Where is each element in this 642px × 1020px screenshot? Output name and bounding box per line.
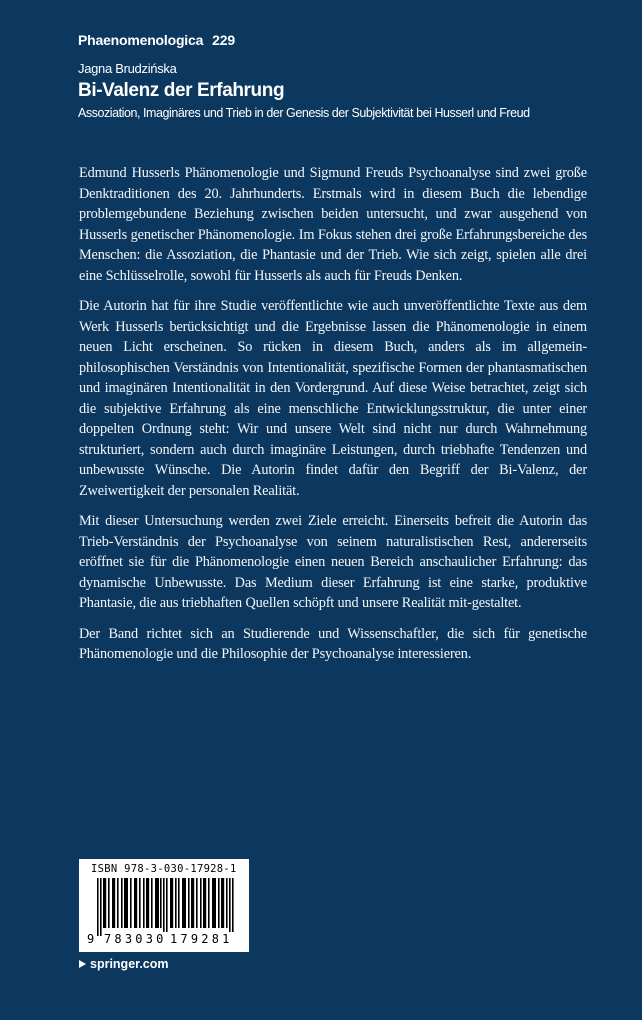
blurb-paragraph: Die Autorin hat für ihre Studie veröffentlichte wie auch unveröffentlichte Texte aus dem Werk Husserls berücksichtigt und die Ergebnisse lassen die Phänomenologie in einem neuen Licht erscheinen. So rücken in diesem Buch, anders als im allgemein-philosophischen Verständnis von Intentionalität, spezifische Formen der phantasmatischen und imaginären Intentionalität in den Vordergrund. Auf diese Weise betrachtet, zeigt sich die subjektive Erfahrung als eine menschliche Entwicklungsstruktur, die unter einer doppelten Ordnung steht: Wir und unsere Welt sind nicht nur durch Wahrnehmung strukturiert, sondern auch durch imaginäre Leistungen, durch triebhafte Tendenzen und unbewusste Wünsche. Die Autorin findet dafür den Begriff der Bi-Valenz, der Zweiwertigkeit der personalen Realität. xyxy=(79,298,587,499)
barcode-digits-left: 783030 xyxy=(104,932,167,946)
barcode-digits xyxy=(79,932,249,948)
book-title: Bi-Valenz der Erfahrung xyxy=(78,80,285,101)
book-subtitle: Assoziation, Imaginäres und Trieb in der Genesis der Subjektivität bei Husserl und Freud xyxy=(78,106,530,120)
springer-link-text[interactable]: springer.com xyxy=(90,957,169,971)
blurb-paragraph: Der Band richtet sich an Studierende und Wissenschaftler, die sich für genetische Phänomenologie und die Philosophie der Psychoanalyse interessieren. xyxy=(79,625,587,662)
barcode-digit-first: 9 xyxy=(87,932,95,946)
springer-link[interactable] xyxy=(79,957,169,971)
isbn-label: ISBN 978-3-030-17928-1 xyxy=(91,863,237,875)
series-number: 229 xyxy=(212,32,235,48)
isbn-barcode xyxy=(79,859,249,952)
barcode-icon xyxy=(89,878,241,936)
series-line xyxy=(78,32,618,48)
triangle-arrow-icon xyxy=(79,960,86,968)
author-name: Jagna Brudzińska xyxy=(78,61,177,76)
blurb-text xyxy=(79,163,587,675)
series-name: Phaenomenologica xyxy=(78,32,204,48)
blurb-paragraph: Mit dieser Untersuchung werden zwei Ziele erreicht. Einerseits befreit die Autorin das Trieb-Verständnis der Psychoanalyse von seinem naturalistischen Rest, andererseits eröffnet sie für die Phänomenologie einen neuen Bereich anschaulicher Erfahrung: das dynamische Unbewusste. Das Medium dieser Erfahrung ist eine starke, produktive Phantasie, die aus triebhaften Quellen schöpft und unsere Realität mit-gestaltet. xyxy=(79,513,587,611)
cover-header xyxy=(78,32,618,121)
blurb-paragraph: Edmund Husserls Phänomenologie und Sigmund Freuds Psychoanalyse sind zwei große Denktraditionen des 20. Jahrhunderts. Erstmals wird in diesem Buch die lebendige problemgebundene Beziehung zwischen beiden untersucht, und zwar ausgehend von Husserls genetischer Phänomenologie. Im Fokus stehen drei große Erfahrungsbereiche des Menschen: die Assoziation, die Phantasie und der Trieb. Wie sich zeigt, spielen alle drei eine Schlüsselrolle, sowohl für Husserls als auch für Freuds Denken. xyxy=(79,165,587,284)
barcode-digits-right: 179281 xyxy=(170,932,233,946)
